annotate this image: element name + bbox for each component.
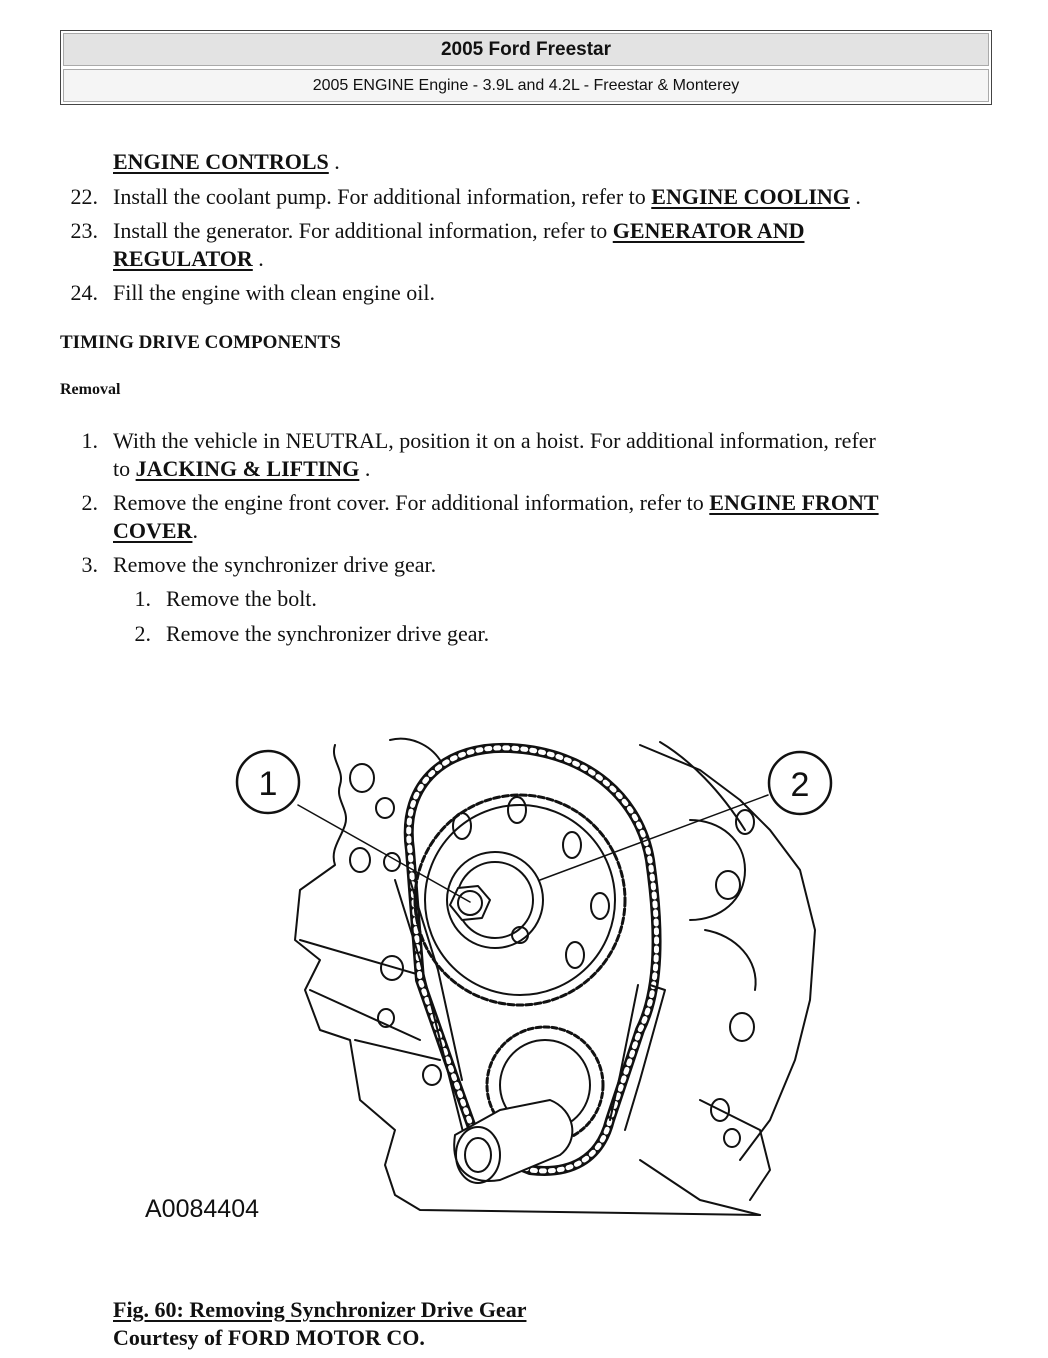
step-number: 23. — [70, 218, 98, 243]
callout-2 — [769, 752, 831, 814]
link-engine-front-cover[interactable]: ENGINE FRONT — [709, 490, 879, 515]
removal-step-2-line2: COVER. — [113, 518, 198, 543]
link-generator-and-regulator[interactable]: GENERATOR AND — [612, 218, 805, 243]
continued-line: ENGINE CONTROLS . — [113, 149, 340, 174]
leader-lines — [298, 795, 768, 902]
section-title: TIMING DRIVE COMPONENTS — [60, 332, 341, 353]
link-regulator[interactable]: REGULATOR — [113, 246, 253, 271]
removal-step-1-line2: to JACKING & LIFTING . — [113, 456, 371, 481]
removal-step-3: Remove the synchronizer drive gear. — [113, 552, 437, 577]
timing-chain-illustration — [140, 730, 840, 1230]
step-22: Install the coolant pump. For additional information, refer to ENGINE COOLING . — [113, 184, 861, 209]
step-number: 1. — [81, 428, 98, 453]
synchronizer-hub — [447, 852, 543, 948]
link-engine-cooling[interactable]: ENGINE COOLING — [651, 184, 850, 209]
substep-number: 1. — [134, 586, 151, 611]
substep-1: Remove the bolt. — [166, 586, 317, 611]
link-jacking-lifting[interactable]: JACKING & LIFTING — [135, 456, 360, 481]
figure-caption — [113, 1296, 526, 1352]
removal-step-2-line1: Remove the engine front cover. For additional information, refer to ENGINE FRONT — [113, 490, 879, 515]
step-number: 24. — [70, 280, 98, 305]
callout-1 — [237, 751, 299, 813]
art-code: A0084404 — [145, 1195, 260, 1223]
document-header — [60, 30, 992, 105]
svg-text:1: 1 — [258, 765, 278, 803]
step-23-line1: Install the generator. For additional information, refer to GENERATOR AND — [113, 218, 805, 243]
step-23-line2: REGULATOR . — [113, 246, 264, 271]
figure-caption-title[interactable]: Fig. 60: Removing Synchronizer Drive Gear — [113, 1297, 527, 1322]
header-subtitle: 2005 ENGINE Engine - 3.9L and 4.2L - Freestar & Monterey — [63, 69, 989, 102]
removal-step-1-line1: With the vehicle in NEUTRAL, position it on a hoist. For additional information, refer — [113, 428, 876, 453]
step-number: 3. — [81, 552, 98, 577]
figure-caption-credit: Courtesy of FORD MOTOR CO. — [113, 1325, 425, 1350]
step-number: 2. — [81, 490, 98, 515]
substep-number: 2. — [134, 621, 151, 646]
svg-text:2: 2 — [790, 766, 810, 804]
substep-2: Remove the synchronizer drive gear. — [166, 621, 490, 646]
step-number: 22. — [70, 184, 98, 209]
link-engine-controls[interactable]: ENGINE CONTROLS — [113, 149, 329, 174]
header-title: 2005 Ford Freestar — [63, 33, 989, 66]
subsection-title: Removal — [60, 381, 121, 398]
link-cover[interactable]: COVER — [113, 518, 193, 543]
step-24: Fill the engine with clean engine oil. — [113, 280, 435, 305]
